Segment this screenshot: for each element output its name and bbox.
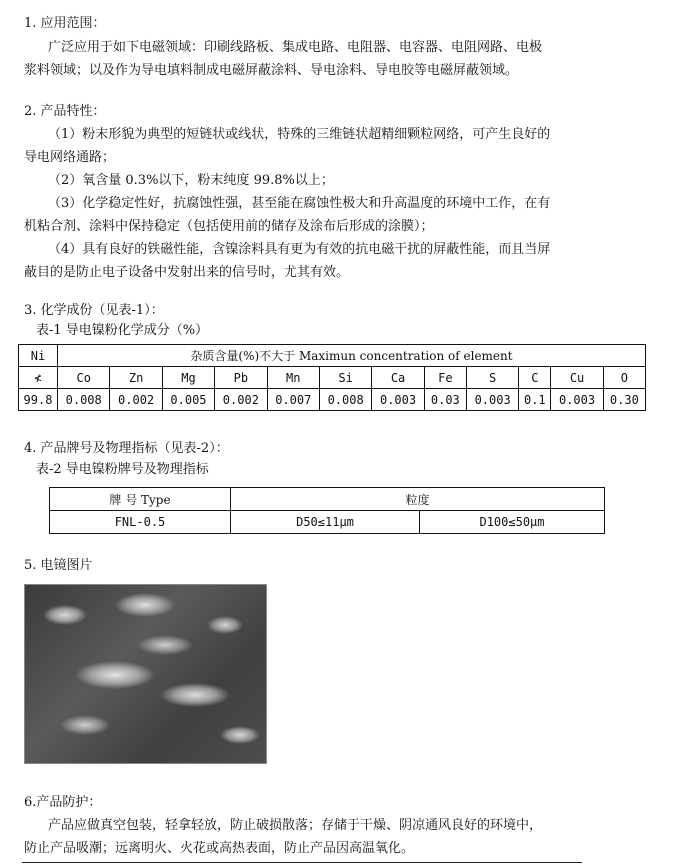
bottom-rule: [22, 862, 582, 863]
value-cell: 0.007: [267, 389, 319, 411]
section-6-line-2: 防止产品吸潮；远离明火、火花或高热表面，防止产品因高温氧化。: [24, 841, 415, 856]
element-cell: Fe: [424, 367, 466, 389]
section-2-line-6: （4）具有良好的铁磁性能，含镍涂料具有更为有效的抗电磁干扰的屏蔽性能，而且当屏: [48, 242, 551, 257]
value-cell: 0.1: [519, 389, 551, 411]
value-cell: 0.30: [603, 389, 645, 411]
impurity-header: 杂质含量(%)不大于 Maximun concentration of element: [58, 345, 646, 367]
particle-size-header: 粒度: [231, 488, 605, 511]
value-cell: 0.002: [110, 389, 162, 411]
section-2-line-3: （2）氧含量 0.3%以下，粉末纯度 99.8%以上；: [48, 173, 334, 188]
type-value: FNL-0.5: [50, 511, 231, 534]
element-cell: Mn: [267, 367, 319, 389]
element-cell: Si: [319, 367, 371, 389]
section-2-line-4: （3）化学稳定性好，抗腐蚀性强，甚至能在腐蚀性极大和升高温度的环境中工作，在有: [48, 196, 551, 211]
value-cell: 0.005: [162, 389, 214, 411]
table-1-caption: 表-1 导电镍粉化学成分（%）: [36, 323, 209, 338]
section-2-line-5: 机粘合剂、涂料中保持稳定（包括使用前的储存及涂布后形成的涂膜）；: [24, 219, 434, 234]
chemical-composition-table: [18, 344, 646, 411]
value-cell: 0.003: [466, 389, 518, 411]
type-header: 牌 号 Type: [50, 488, 231, 511]
value-cell: 0.002: [215, 389, 267, 411]
section-2-line-1: （1）粉末形貌为典型的短链状或线状，特殊的三维链状超精细颗粒网络，可产生良好的: [48, 127, 551, 142]
section-1-line-2: 浆料领域；以及作为导电填料制成电磁屏蔽涂料、导电涂料、导电胶等电磁屏蔽领域。: [24, 63, 519, 78]
table-2-caption: 表-2 导电镍粉牌号及物理指标: [36, 462, 209, 477]
section-2-heading: 2. 产品特性：: [24, 104, 106, 119]
sem-micrograph-image: [24, 584, 267, 764]
section-5-heading: 5. 电镜图片: [24, 558, 93, 573]
section-2-line-2: 导电网络通路；: [24, 150, 116, 165]
ni-value: 99.8: [19, 389, 58, 411]
section-4-heading: 4. 产品牌号及物理指标（见表-2）：: [24, 441, 229, 456]
element-cell: C: [519, 367, 551, 389]
element-row: [19, 367, 646, 389]
value-row: [19, 389, 646, 411]
value-cell: 0.008: [58, 389, 110, 411]
element-cell: O: [603, 367, 645, 389]
section-6-heading: 6.产品防护：: [24, 795, 102, 810]
element-cell: Mg: [162, 367, 214, 389]
d50-value: D50≤11μm: [231, 511, 420, 534]
physical-spec-table: [49, 487, 605, 534]
section-2-line-7: 蔽目的是防止电子设备中发射出来的信号时，尤其有效。: [24, 265, 350, 280]
element-cell: Zn: [110, 367, 162, 389]
section-6-line-1: 产品应做真空包装，轻拿轻放，防止破损散落；存储于干燥、阴凉通风良好的环境中，: [48, 818, 543, 833]
element-cell: Co: [58, 367, 110, 389]
value-cell: 0.003: [551, 389, 603, 411]
value-cell: 0.003: [372, 389, 424, 411]
section-1-heading: 1. 应用范围：: [24, 16, 106, 31]
value-cell: 0.008: [319, 389, 371, 411]
section-3-heading: 3. 化学成份（见表-1）：: [24, 303, 164, 318]
value-cell: 0.03: [424, 389, 466, 411]
element-cell: Pb: [215, 367, 267, 389]
element-cell: Ca: [372, 367, 424, 389]
ni-header: Ni: [19, 345, 58, 367]
d100-value: D100≤50μm: [420, 511, 605, 534]
element-cell: S: [466, 367, 518, 389]
ni-min-symbol: ≮: [19, 367, 58, 389]
element-cell: Cu: [551, 367, 603, 389]
section-1-line-1: 广泛应用于如下电磁领域：印刷线路板、集成电路、电阻器、电容器、电阻网路、电极: [48, 40, 543, 55]
